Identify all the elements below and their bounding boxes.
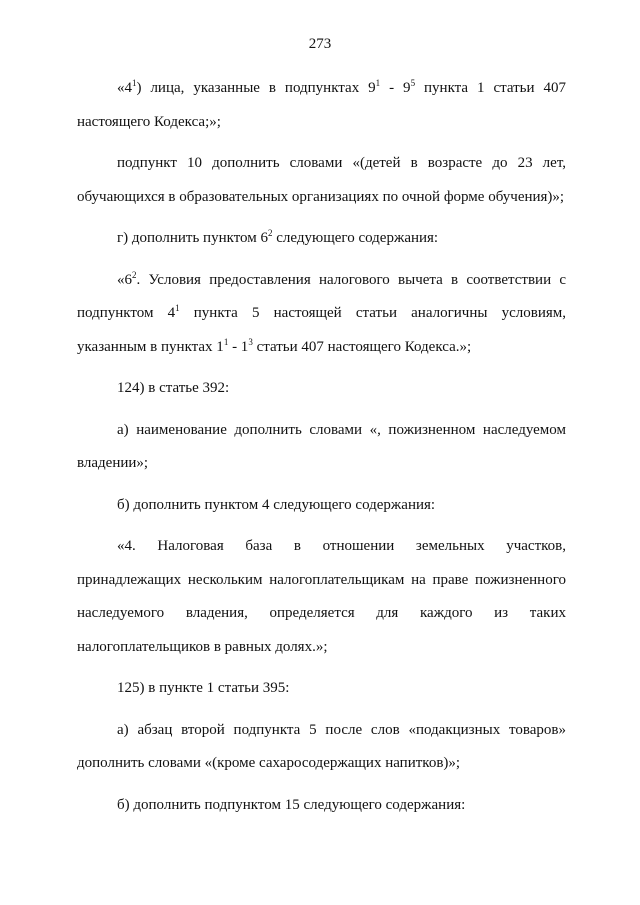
paragraph-item-124: 124) в статье 392: — [117, 380, 230, 396]
superscript: 1 — [223, 336, 229, 347]
paragraph-subpoint-10: подпункт 10 дополнить словами «(детей в возрасте до 23 лет, обучающихся в образовательных организациях по очной форме обучения)»; — [77, 155, 566, 205]
text-run: «6 — [117, 271, 132, 288]
paragraph-subpoint-4-1 — [77, 72, 566, 139]
superscript: 5 — [410, 78, 416, 88]
text-run: «4 — [117, 80, 132, 96]
paragraph-item-b-subpoint-15: б) дополнить подпунктом 15 следующего содержания: — [117, 796, 466, 813]
text-run: пункта 1 статьи 407 настоящего Кодекса;»; — [77, 80, 566, 130]
paragraph-point-6-2 — [77, 264, 566, 365]
superscript: 1 — [175, 303, 180, 313]
superscript: 3 — [248, 336, 253, 347]
superscript: 1 — [132, 78, 137, 88]
paragraph-item-a-abzac: а) абзац второй подпункта 5 после слов «подакцизных товаров» дополнить словами «(кроме сахаросодержащих напитков)»; — [77, 721, 566, 771]
paragraph-point-4-text: «4. Налоговая база в отношении земельных участков, принадлежащих нескольким налогоплательщикам на праве пожизненного наследуемого владения, определяется для каждого из таких налогоплательщиков в равных долях.»; — [77, 538, 566, 655]
text-run: - 9 — [380, 80, 411, 96]
paragraph-item-g — [77, 222, 566, 256]
text-run: следующего содержания: — [272, 230, 439, 246]
superscript: 1 — [375, 78, 381, 88]
text-run: пункта 5 настоящей статьи аналогичны условиям, указанным в пунктах 1 — [77, 305, 566, 355]
text-run: ) лица, указанные в подпунктах 9 — [136, 80, 376, 96]
paragraph-item-a-name: а) наименование дополнить словами «, пожизненном наследуемом владении»; — [77, 421, 566, 471]
text-run: - 1 — [228, 338, 249, 355]
page-number: 273 — [308, 36, 332, 52]
superscript: 2 — [268, 228, 273, 238]
paragraph-item-b-point-4: б) дополнить пунктом 4 следующего содержания: — [117, 496, 436, 513]
text-run: статьи 407 настоящего Кодекса.»; — [252, 338, 472, 355]
document-body — [77, 72, 566, 822]
superscript: 2 — [132, 269, 137, 280]
text-run: . Условия предоставления налогового вычета в соответствии с подпунктом 4 — [77, 271, 566, 321]
paragraph-item-125: 125) в пункте 1 статьи 395: — [117, 680, 290, 696]
text-run: г) дополнить пунктом 6 — [117, 230, 269, 246]
